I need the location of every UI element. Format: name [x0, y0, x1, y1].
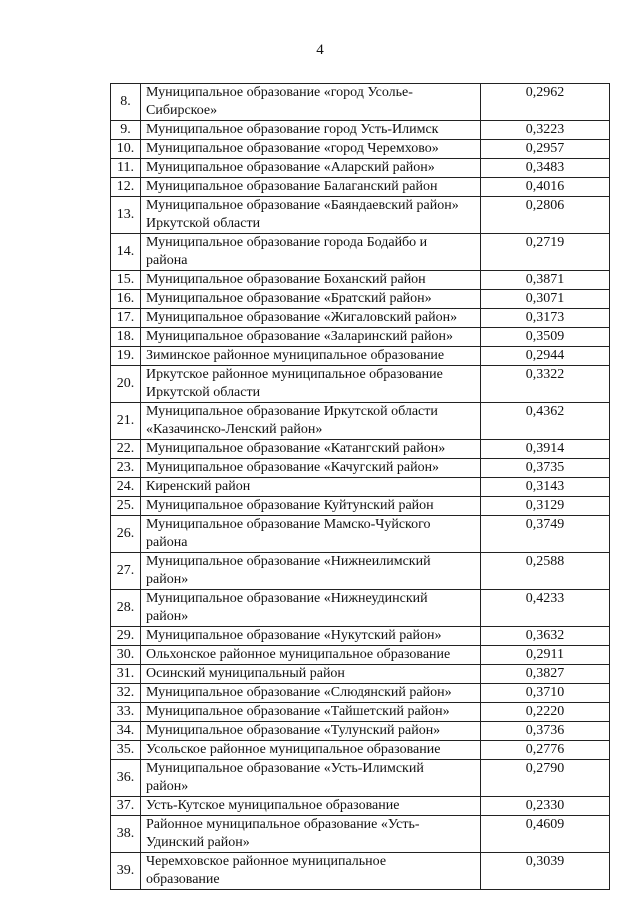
municipality-name-line: Усольское районное муниципальное образование — [146, 742, 441, 757]
row-number: 38. — [111, 816, 141, 853]
municipality-name-line: Иркутской области — [146, 216, 261, 231]
row-number: 11. — [111, 159, 141, 178]
coefficient-value: 0,3735 — [481, 459, 610, 478]
municipality-name — [141, 646, 481, 665]
coefficient-value: 0,2944 — [481, 347, 610, 366]
municipality-name-line: Муниципальное образование «Тайшетский район» — [146, 704, 450, 719]
municipality-name — [141, 234, 481, 271]
municipality-name-line: Муниципальное образование «Братский район» — [146, 291, 432, 306]
row-number: 23. — [111, 459, 141, 478]
table-row — [111, 197, 610, 234]
municipality-name-line: Сибирское» — [146, 103, 218, 118]
table-row — [111, 347, 610, 366]
page-number: 4 — [316, 42, 324, 58]
municipality-name-line: Осинский муниципальный район — [146, 666, 345, 681]
municipality-name-line: Муниципальное образование Боханский район — [146, 272, 426, 287]
table-row — [111, 328, 610, 347]
table-row — [111, 140, 610, 159]
municipality-name-line: Муниципальное образование «Нукутский район» — [146, 628, 442, 643]
municipality-name-line: Муниципальное образование город Усть-Илимск — [146, 122, 439, 137]
row-number: 26. — [111, 516, 141, 553]
municipality-name — [141, 159, 481, 178]
row-number: 20. — [111, 366, 141, 403]
coefficient-value: 0,3509 — [481, 328, 610, 347]
coefficient-value: 0,3710 — [481, 684, 610, 703]
row-number: 25. — [111, 497, 141, 516]
coefficient-value: 0,3223 — [481, 121, 610, 140]
coefficient-value: 0,2719 — [481, 234, 610, 271]
municipality-name — [141, 516, 481, 553]
municipality-name-line: Районное муниципальное образование «Усть- — [146, 817, 420, 832]
municipality-name — [141, 459, 481, 478]
row-number: 22. — [111, 440, 141, 459]
row-number: 18. — [111, 328, 141, 347]
table-row — [111, 234, 610, 271]
table-row — [111, 440, 610, 459]
row-number: 37. — [111, 797, 141, 816]
municipality-name-line: Муниципальное образование «Усть-Илимский — [146, 761, 424, 776]
municipality-name-line: Муниципальное образование «Слюдянский район» — [146, 685, 452, 700]
row-number: 29. — [111, 627, 141, 646]
municipality-name-line: образование — [146, 872, 220, 887]
municipality-name-line: район» — [146, 572, 189, 587]
municipality-name — [141, 797, 481, 816]
municipality-name-line: Иркутское районное муниципальное образование — [146, 367, 443, 382]
coefficient-value: 0,3827 — [481, 665, 610, 684]
table-row — [111, 178, 610, 197]
row-number: 27. — [111, 553, 141, 590]
table-row — [111, 516, 610, 553]
municipality-name — [141, 760, 481, 797]
table-row — [111, 84, 610, 121]
coefficient-value: 0,3914 — [481, 440, 610, 459]
table-body — [111, 84, 610, 890]
municipality-name-line: Муниципальное образование «Баяндаевский район» — [146, 198, 459, 213]
municipality-name — [141, 590, 481, 627]
municipality-name — [141, 684, 481, 703]
row-number: 16. — [111, 290, 141, 309]
coefficient-value: 0,3322 — [481, 366, 610, 403]
table-row — [111, 497, 610, 516]
row-number: 24. — [111, 478, 141, 497]
municipality-name-line: района — [146, 535, 188, 550]
municipality-name — [141, 84, 481, 121]
coefficient-value: 0,3736 — [481, 722, 610, 741]
coefficient-value: 0,2220 — [481, 703, 610, 722]
coefficient-value: 0,2330 — [481, 797, 610, 816]
table-row — [111, 665, 610, 684]
row-number: 9. — [111, 121, 141, 140]
coefficient-value: 0,4609 — [481, 816, 610, 853]
row-number: 14. — [111, 234, 141, 271]
row-number: 35. — [111, 741, 141, 760]
municipality-name-line: Черемховское районное муниципальное — [146, 854, 387, 869]
municipality-name — [141, 347, 481, 366]
table-row — [111, 741, 610, 760]
row-number: 34. — [111, 722, 141, 741]
municipality-name-line: района — [146, 253, 188, 268]
table-row — [111, 646, 610, 665]
municipality-name — [141, 328, 481, 347]
coefficient-value: 0,2911 — [481, 646, 610, 665]
municipality-name-line: Муниципальное образование «Тулунский район» — [146, 723, 441, 738]
row-number: 12. — [111, 178, 141, 197]
table-row — [111, 627, 610, 646]
municipality-name — [141, 722, 481, 741]
municipality-name-line: Муниципальное образование «Нижнеудинский — [146, 591, 428, 606]
table-row — [111, 816, 610, 853]
row-number: 39. — [111, 853, 141, 890]
coefficient-value: 0,2790 — [481, 760, 610, 797]
row-number: 31. — [111, 665, 141, 684]
row-number: 30. — [111, 646, 141, 665]
municipality-name-line: Муниципальное образование города Бодайбо и — [146, 235, 428, 250]
row-number: 13. — [111, 197, 141, 234]
municipality-name-line: Муниципальное образование «Жигаловский район» — [146, 310, 458, 325]
municipality-name — [141, 741, 481, 760]
municipality-name — [141, 627, 481, 646]
table-row — [111, 722, 610, 741]
municipality-name-line: Иркутской области — [146, 385, 261, 400]
municipality-name-line: Киренский район — [146, 479, 251, 494]
coefficient-value: 0,3129 — [481, 497, 610, 516]
table-row — [111, 590, 610, 627]
row-number: 17. — [111, 309, 141, 328]
municipality-name — [141, 140, 481, 159]
municipality-name — [141, 366, 481, 403]
municipality-name-line: Муниципальное образование «Заларинский район» — [146, 329, 454, 344]
municipality-name-line: Муниципальное образование Иркутской области — [146, 404, 438, 419]
coefficient-value: 0,4016 — [481, 178, 610, 197]
coefficient-value: 0,3143 — [481, 478, 610, 497]
municipality-name — [141, 816, 481, 853]
row-number: 15. — [111, 271, 141, 290]
table-row — [111, 121, 610, 140]
table-row — [111, 309, 610, 328]
table-row — [111, 478, 610, 497]
row-number: 28. — [111, 590, 141, 627]
table-row — [111, 366, 610, 403]
row-number: 33. — [111, 703, 141, 722]
coefficient-value: 0,2806 — [481, 197, 610, 234]
coefficients-table — [110, 83, 610, 890]
municipality-name — [141, 703, 481, 722]
municipality-name — [141, 309, 481, 328]
coefficient-value: 0,4362 — [481, 403, 610, 440]
coefficient-value: 0,2776 — [481, 741, 610, 760]
row-number: 8. — [111, 84, 141, 121]
table-row — [111, 403, 610, 440]
municipality-name-line: район» — [146, 779, 189, 794]
row-number: 32. — [111, 684, 141, 703]
municipality-name — [141, 178, 481, 197]
municipality-name — [141, 197, 481, 234]
municipality-name — [141, 440, 481, 459]
municipality-name-line: Усть-Кутское муниципальное образование — [146, 798, 400, 813]
municipality-name-line: район» — [146, 609, 189, 624]
municipality-name-line: Муниципальное образование «Катангский район» — [146, 441, 446, 456]
table-row — [111, 159, 610, 178]
municipality-name-line: Муниципальное образование «город Усолье- — [146, 85, 413, 100]
table-row — [111, 760, 610, 797]
row-number: 19. — [111, 347, 141, 366]
row-number: 36. — [111, 760, 141, 797]
coefficient-value: 0,3039 — [481, 853, 610, 890]
municipality-name-line: Муниципальное образование «Аларский район» — [146, 160, 435, 175]
coefficient-value: 0,3173 — [481, 309, 610, 328]
coefficient-value: 0,2957 — [481, 140, 610, 159]
municipality-name-line: Ольхонское районное муниципальное образование — [146, 647, 451, 662]
municipality-name — [141, 553, 481, 590]
coefficient-value: 0,2962 — [481, 84, 610, 121]
table-row — [111, 290, 610, 309]
coefficient-value: 0,3483 — [481, 159, 610, 178]
municipality-name-line: Муниципальное образование Балаганский район — [146, 179, 438, 194]
municipality-name-line: Муниципальное образование Мамско-Чуйского — [146, 517, 431, 532]
table-row — [111, 797, 610, 816]
municipality-name — [141, 121, 481, 140]
coefficient-value: 0,3632 — [481, 627, 610, 646]
row-number: 21. — [111, 403, 141, 440]
table-row — [111, 703, 610, 722]
municipality-name — [141, 403, 481, 440]
municipality-name — [141, 497, 481, 516]
municipality-name — [141, 665, 481, 684]
row-number: 10. — [111, 140, 141, 159]
municipality-name — [141, 290, 481, 309]
coefficient-value: 0,4233 — [481, 590, 610, 627]
municipality-name-line: Зиминское районное муниципальное образование — [146, 348, 445, 363]
coefficients-table-container — [110, 83, 609, 890]
coefficient-value: 0,2588 — [481, 553, 610, 590]
table-row — [111, 459, 610, 478]
table-row — [111, 684, 610, 703]
municipality-name — [141, 271, 481, 290]
coefficient-value: 0,3871 — [481, 271, 610, 290]
table-row — [111, 853, 610, 890]
municipality-name-line: Муниципальное образование «Качугский район» — [146, 460, 440, 475]
municipality-name-line: Муниципальное образование «город Черемхово» — [146, 141, 439, 156]
municipality-name-line: Муниципальное образование «Нижнеилимский — [146, 554, 431, 569]
municipality-name-line: Муниципальное образование Куйтунский район — [146, 498, 434, 513]
coefficient-value: 0,3071 — [481, 290, 610, 309]
municipality-name — [141, 853, 481, 890]
table-row — [111, 553, 610, 590]
municipality-name-line: Удинский район» — [146, 835, 250, 850]
coefficient-value: 0,3749 — [481, 516, 610, 553]
municipality-name — [141, 478, 481, 497]
municipality-name-line: «Казачинско-Ленский район» — [146, 422, 323, 437]
table-row — [111, 271, 610, 290]
